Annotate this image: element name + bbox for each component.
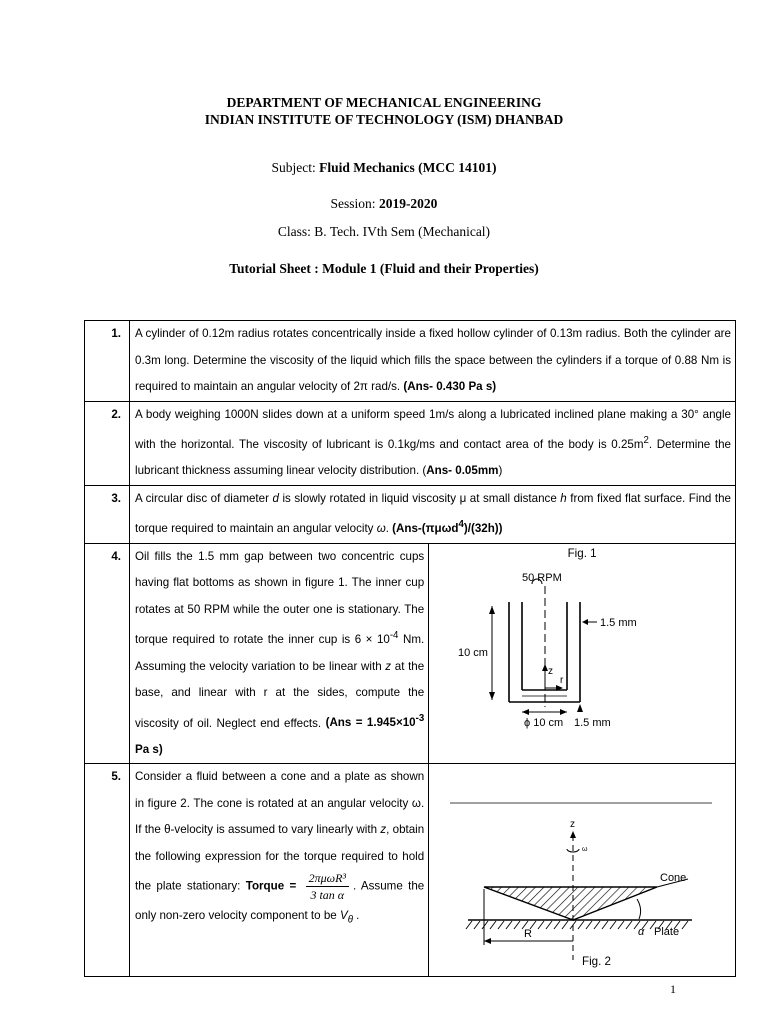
figure-1-cell	[429, 543, 736, 764]
question-row-3	[85, 485, 736, 543]
session-label: Session:	[330, 196, 379, 211]
question-number: 5.	[85, 764, 130, 977]
subject-value: Fluid Mechanics (MCC 14101)	[319, 160, 497, 175]
var-d: d	[272, 491, 279, 505]
text-part: from fixed flat surface. Find the torque required to maintain an angular velocity	[135, 491, 731, 536]
text-part: , obtain the following expression for the torque required to hold the plate stationary:	[135, 823, 425, 893]
page-number: 1	[670, 982, 676, 996]
rpm-label: 50 RPM	[522, 571, 562, 584]
formula-denominator: 3 tan α	[310, 888, 345, 903]
question-text	[130, 543, 429, 764]
close-paren: )	[498, 464, 503, 478]
questions-table	[84, 320, 736, 977]
figure-2-diagram	[432, 795, 732, 973]
question-text	[130, 321, 736, 402]
height-label: 10 cm	[458, 646, 489, 659]
subject-line	[0, 160, 768, 176]
superscript: 2	[643, 435, 649, 446]
class-line: Class: B. Tech. IVth Sem (Mechanical)	[277, 224, 491, 239]
department-heading	[0, 94, 768, 128]
omega-label: ω	[582, 846, 588, 854]
diameter-label: ϕ 10 cm	[524, 716, 564, 729]
formula-numerator: 2πμωR³	[306, 870, 349, 887]
text-part: .	[385, 522, 393, 536]
var-h: h	[560, 491, 567, 505]
superscript: -4	[389, 630, 399, 642]
subject-label: Subject:	[271, 160, 320, 175]
figure-2-cell	[429, 764, 736, 977]
institute-name: INDIAN INSTITUTE OF TECHNOLOGY (ISM) DHANBAD	[204, 112, 564, 127]
question-number: 2.	[85, 401, 130, 485]
gap2-label: 1.5 mm	[574, 716, 611, 729]
var-z: z	[385, 659, 392, 673]
answer: (Ans- 0.430 Pa s)	[403, 380, 497, 393]
question-number: 3.	[85, 485, 130, 543]
question-body: A cylinder of 0.12m radius rotates concentrically inside a fixed hollow cylinder of 0.13m radius. Both the cylinder are 0.3m long. Determine the viscosity of the liquid which fills the space between the cylinders if a torque of 0.88 Nm is required to maintain an angular velocity of 2π rad/s.	[135, 327, 731, 393]
session-line	[0, 196, 768, 212]
answer: (Ans-(πμωd$^4$)/(32h))	[392, 519, 503, 536]
text-part: Oil fills the 1.5 mm gap between two concentric cups having flat bottoms as shown in figure 1. The inner cup rotates at 50 RPM while the outer one is stationary. The torque required to rotate the inner cup is 6 × 10	[135, 549, 425, 647]
figure-caption: Fig. 2	[582, 955, 612, 969]
cone-label: Cone	[660, 872, 687, 885]
figure-1-diagram	[432, 562, 732, 742]
question-number: 4.	[85, 543, 130, 764]
tutorial-title: Tutorial Sheet : Module 1 (Fluid and their Properties)	[229, 261, 539, 276]
z-axis-label: z	[570, 819, 576, 831]
plate-label: Plate	[654, 926, 680, 939]
department-name: DEPARTMENT OF MECHANICAL ENGINEERING	[226, 95, 542, 110]
gap-label: 1.5 mm	[600, 616, 637, 629]
radius-label: R	[524, 928, 533, 941]
answer: ($Ans = 1.945\times 10^{-3}$ Pa s)	[135, 713, 425, 756]
text-part: .	[352, 909, 360, 923]
question-text	[130, 485, 736, 543]
figure-caption: Fig. 1	[567, 546, 597, 560]
answer: Ans- 0.05mm	[426, 464, 499, 478]
session-value: 2019-2020	[378, 196, 438, 211]
torque-formula	[306, 870, 349, 903]
question-row-4	[85, 543, 736, 764]
question-row-5	[85, 764, 736, 977]
question-body: A body weighing 1000N slides down at a uniform speed 1m/s along a lubricated inclined plane making a 30° angle with the horizontal. The viscosity of lubricant is 0.1kg/ms and contact area of the body is 0.25m	[135, 407, 731, 451]
var-z: z	[380, 823, 387, 837]
text-part: A circular disc of diameter	[135, 491, 273, 505]
text-part: . Assume the only non-zero velocity component to be	[135, 880, 425, 923]
question-row-2	[85, 401, 736, 485]
question-text	[130, 401, 736, 485]
text-part: is slowly rotated in liquid viscosity μ at small distance	[278, 491, 561, 505]
alpha-label: α	[638, 926, 645, 939]
torque-label: Torque =	[245, 880, 302, 893]
question-body-cont: . Determine the lubricant thickness assuming linear velocity distribution. (	[135, 437, 732, 478]
r-label: r	[560, 674, 564, 686]
text-part: at the base, and linear with r at the sides, compute the viscosity of oil. Neglect end effects.	[135, 659, 425, 730]
question-number: 1.	[85, 321, 130, 402]
velocity-component: $V_\theta$	[339, 909, 353, 926]
text-part: Nm. Assuming the velocity variation to be linear with	[135, 633, 425, 673]
var-omega: ω	[376, 522, 386, 536]
question-row-1	[85, 321, 736, 402]
text-part: Consider a fluid between a cone and a plate as shown in figure 2. The cone is rotated at an angular velocity ω. If the θ-velocity is assumed to vary linearly with	[135, 770, 425, 837]
question-text	[130, 764, 429, 977]
z-label: z	[548, 665, 554, 677]
